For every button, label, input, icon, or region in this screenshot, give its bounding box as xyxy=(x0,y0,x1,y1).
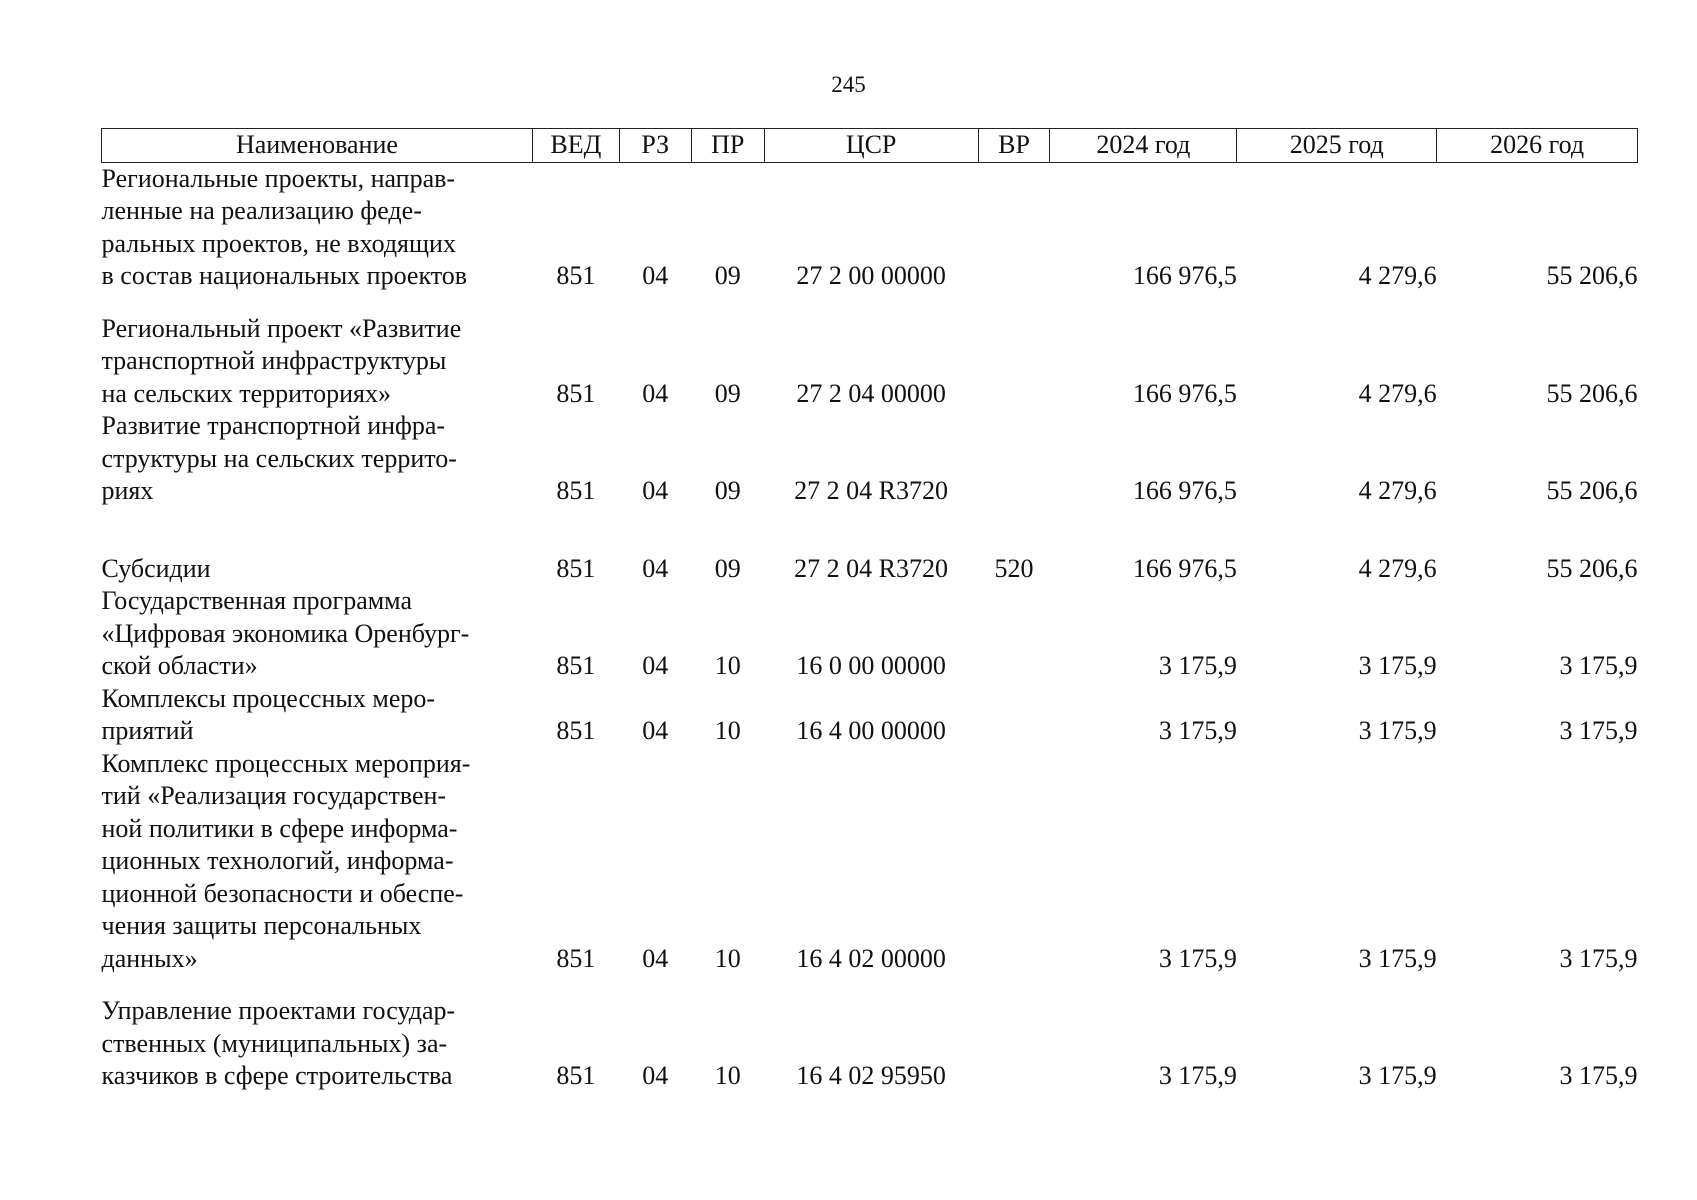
row-ved: 851 xyxy=(556,261,596,290)
row-y2026: 3 175,9 xyxy=(1559,651,1638,680)
row-rz: 04 xyxy=(642,943,669,973)
table-row xyxy=(102,748,1638,976)
row-y2024: 166 976,5 xyxy=(1132,378,1237,408)
row-vr xyxy=(978,410,1050,508)
table-body xyxy=(102,162,1638,1093)
row-name-line: ционных технологий, информа- xyxy=(101,846,454,875)
table-row xyxy=(102,995,1638,1093)
row-pr: 10 xyxy=(714,716,741,745)
row-name-line: тий «Реализация государствен- xyxy=(101,781,447,810)
row-vr xyxy=(978,683,1050,748)
row-ved: 851 xyxy=(556,553,596,583)
row-y2025: 3 175,9 xyxy=(1358,716,1437,745)
row-name xyxy=(102,995,533,1093)
row-csr: 16 4 02 00000 xyxy=(796,943,946,973)
row-name xyxy=(102,410,533,508)
row-name-line: Региональный проект «Развитие xyxy=(101,313,462,343)
row-ved: 851 xyxy=(556,1061,596,1090)
row-y2024: 166 976,5 xyxy=(1132,261,1237,290)
row-y2025: 4 279,6 xyxy=(1358,476,1437,505)
row-y2026: 3 175,9 xyxy=(1559,943,1638,973)
row-name-line: ральных проектов, не входящих xyxy=(101,228,456,258)
row-vr: 520 xyxy=(994,553,1034,583)
row-y2025: 4 279,6 xyxy=(1358,261,1437,290)
row-y2026: 55 206,6 xyxy=(1546,553,1638,583)
row-y2026: 3 175,9 xyxy=(1559,1061,1638,1090)
header-2026: 2026 год xyxy=(1437,129,1638,163)
row-vr xyxy=(978,162,1050,293)
row-pr: 10 xyxy=(714,943,741,973)
row-spacer xyxy=(102,293,1638,313)
row-name xyxy=(102,585,533,683)
row-spacer-cell xyxy=(102,508,1638,553)
row-name-line: Государственная программа xyxy=(101,586,413,615)
row-pr: 09 xyxy=(714,378,741,408)
row-name-line: риях xyxy=(101,476,154,505)
row-name-line: на сельских территориях» xyxy=(101,378,391,408)
row-pr: 09 xyxy=(714,553,741,583)
table-row xyxy=(102,313,1638,411)
row-rz: 04 xyxy=(642,261,669,290)
row-vr xyxy=(978,748,1050,976)
row-y2025: 3 175,9 xyxy=(1358,1061,1437,1090)
row-spacer-cell xyxy=(102,293,1638,313)
row-name xyxy=(102,313,533,411)
row-ved: 851 xyxy=(556,716,596,745)
row-pr: 10 xyxy=(714,1061,741,1090)
row-name xyxy=(102,683,533,748)
table-row xyxy=(102,585,1638,683)
row-ved: 851 xyxy=(556,651,596,680)
row-rz: 04 xyxy=(642,651,669,680)
row-rz: 04 xyxy=(642,476,669,505)
row-ved: 851 xyxy=(556,943,596,973)
row-name-line: Управление проектами государ- xyxy=(101,996,456,1025)
row-csr: 27 2 04 R3720 xyxy=(794,553,949,583)
row-rz: 04 xyxy=(642,716,669,745)
table-row xyxy=(102,683,1638,748)
row-y2026: 55 206,6 xyxy=(1546,378,1638,408)
row-pr: 10 xyxy=(714,651,741,680)
row-name-line: данных» xyxy=(101,943,198,973)
row-spacer xyxy=(102,508,1638,553)
row-y2024: 3 175,9 xyxy=(1158,1061,1237,1090)
row-name-line: Комплексы процессных меро- xyxy=(101,683,436,713)
header-rz: РЗ xyxy=(619,129,691,163)
row-y2025: 3 175,9 xyxy=(1358,651,1437,680)
row-spacer xyxy=(102,975,1638,995)
row-name-line: Развитие транспортной инфра- xyxy=(101,411,446,440)
header-pr: ПР xyxy=(691,129,764,163)
table-row xyxy=(102,410,1638,508)
row-vr xyxy=(978,585,1050,683)
row-ved: 851 xyxy=(556,378,596,408)
table-header xyxy=(102,129,1638,163)
header-2025: 2025 год xyxy=(1237,129,1437,163)
row-name-line: ственных (муниципальных) за- xyxy=(101,1028,448,1058)
row-rz: 04 xyxy=(642,378,669,408)
row-rz: 04 xyxy=(642,1061,669,1090)
header-name: Наименование xyxy=(102,129,533,163)
row-pr: 09 xyxy=(714,261,741,290)
row-csr: 16 4 00 00000 xyxy=(796,716,946,745)
row-csr: 16 0 00 00000 xyxy=(796,651,946,680)
row-name-line: ленные на реализацию феде- xyxy=(101,196,422,225)
row-name-line: «Цифровая экономика Оренбург- xyxy=(101,618,470,648)
header-2024: 2024 год xyxy=(1050,129,1237,163)
row-spacer-cell xyxy=(102,975,1638,995)
row-csr: 27 2 04 R3720 xyxy=(794,476,949,505)
row-name-line: казчиков в сфере строительства xyxy=(101,1061,453,1090)
row-name-line: в состав национальных проектов xyxy=(101,261,468,290)
row-y2024: 3 175,9 xyxy=(1158,943,1237,973)
row-y2024: 166 976,5 xyxy=(1132,553,1237,583)
row-y2025: 4 279,6 xyxy=(1358,553,1437,583)
row-csr: 16 4 02 95950 xyxy=(796,1061,946,1090)
row-y2025: 4 279,6 xyxy=(1358,378,1437,408)
row-y2024: 166 976,5 xyxy=(1132,476,1237,505)
table-row xyxy=(102,162,1638,293)
row-y2024: 3 175,9 xyxy=(1158,651,1237,680)
row-rz: 04 xyxy=(642,553,669,583)
row-name-line: Комплекс процессных мероприя- xyxy=(101,748,471,778)
row-name-line: структуры на сельских террито- xyxy=(101,443,457,473)
table-row xyxy=(102,553,1638,586)
row-name-line: транспортной инфраструктуры xyxy=(101,346,447,375)
row-y2025: 3 175,9 xyxy=(1358,943,1437,973)
row-ved: 851 xyxy=(556,476,596,505)
budget-table xyxy=(101,128,1638,1093)
row-name xyxy=(102,553,533,586)
row-name-line: ционной безопасности и обеспе- xyxy=(101,878,464,908)
row-name-line: чения защиты персональных xyxy=(101,911,422,940)
header-row xyxy=(102,129,1638,163)
row-name-line: Региональные проекты, направ- xyxy=(101,163,456,193)
header-vr: ВР xyxy=(978,129,1050,163)
page-number: 245 xyxy=(831,72,866,97)
row-y2026: 55 206,6 xyxy=(1546,476,1638,505)
row-y2026: 55 206,6 xyxy=(1546,261,1638,290)
header-ved: ВЕД xyxy=(532,129,619,163)
row-name-line: Субсидии xyxy=(101,553,211,583)
header-csr: ЦСР xyxy=(764,129,978,163)
row-vr xyxy=(978,313,1050,411)
row-name xyxy=(102,162,533,293)
row-y2024: 3 175,9 xyxy=(1158,716,1237,745)
row-pr: 09 xyxy=(714,476,741,505)
row-name-line: ной политики в сфере информа- xyxy=(101,813,458,843)
row-y2026: 3 175,9 xyxy=(1559,716,1638,745)
row-name-line: ской области» xyxy=(101,651,258,680)
row-name xyxy=(102,748,533,976)
row-name-line: приятий xyxy=(101,716,194,745)
row-csr: 27 2 04 00000 xyxy=(796,378,946,408)
row-vr xyxy=(978,995,1050,1093)
row-csr: 27 2 00 00000 xyxy=(796,261,946,290)
